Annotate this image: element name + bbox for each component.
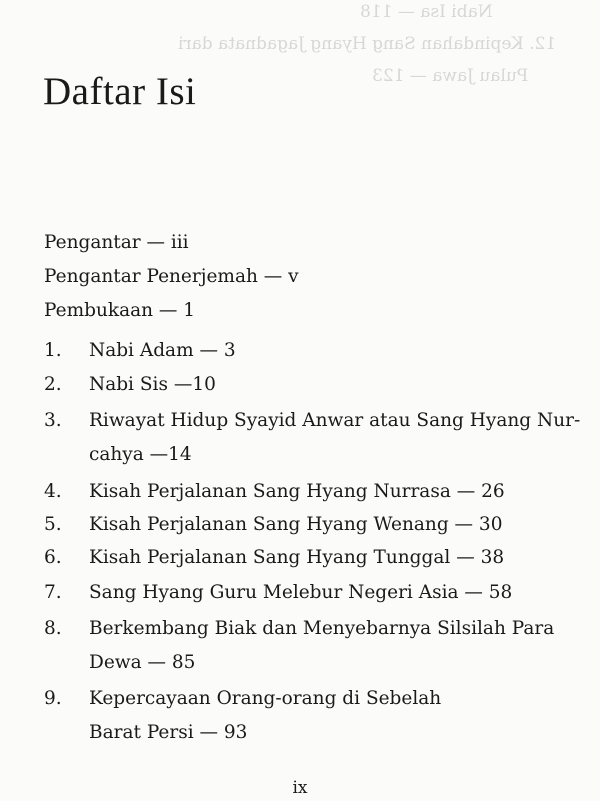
chapter-number: 9. [44, 688, 62, 709]
chapter-number: 6. [44, 547, 62, 568]
toc-entry-pengantar-penerjemah: Pengantar Penerjemah — v [44, 266, 299, 287]
chapter-title: Kisah Perjalanan Sang Hyang Wenang — 30 [89, 514, 503, 535]
chapter-title-continuation: Dewa — 85 [89, 652, 196, 673]
page-title: Daftar Isi [43, 70, 197, 113]
chapter-title: Nabi Sis —10 [89, 374, 216, 395]
chapter-title: Nabi Adam — 3 [89, 340, 236, 361]
chapter-number: 8. [44, 618, 62, 639]
chapter-number: 1. [44, 340, 62, 361]
chapter-number: 2. [44, 374, 62, 395]
chapter-title: Berkembang Biak dan Menyebarnya Silsilah Para [89, 618, 555, 639]
page-number: ix [292, 778, 308, 798]
chapter-title-continuation: cahya —14 [89, 444, 192, 465]
chapter-number: 5. [44, 514, 62, 535]
toc-entry-pengantar: Pengantar — iii [44, 232, 189, 253]
chapter-title: Kepercayaan Orang-orang di Sebelah [89, 688, 442, 709]
chapter-title: Sang Hyang Guru Melebur Negeri Asia — 58 [89, 582, 513, 603]
chapter-number: 3. [44, 410, 62, 431]
chapter-number: 4. [44, 481, 62, 502]
bleed-through-line: Pulau Jawa — 123 [372, 66, 529, 86]
bleed-through-line: 12. Kepindahan Sang Hyang Jagadnata dari [178, 34, 557, 54]
chapter-title: Riwayat Hidup Syayid Anwar atau Sang Hyang Nur- [89, 410, 581, 431]
chapter-title: Kisah Perjalanan Sang Hyang Nurrasa — 26 [89, 481, 505, 502]
chapter-title-continuation: Barat Persi — 93 [89, 722, 248, 743]
chapter-title: Kisah Perjalanan Sang Hyang Tunggal — 38 [89, 547, 505, 568]
chapter-number: 7. [44, 582, 62, 603]
bleed-through-line: Nabi Isa — 118 [360, 2, 493, 22]
toc-entry-pembukaan: Pembukaan — 1 [44, 300, 196, 321]
